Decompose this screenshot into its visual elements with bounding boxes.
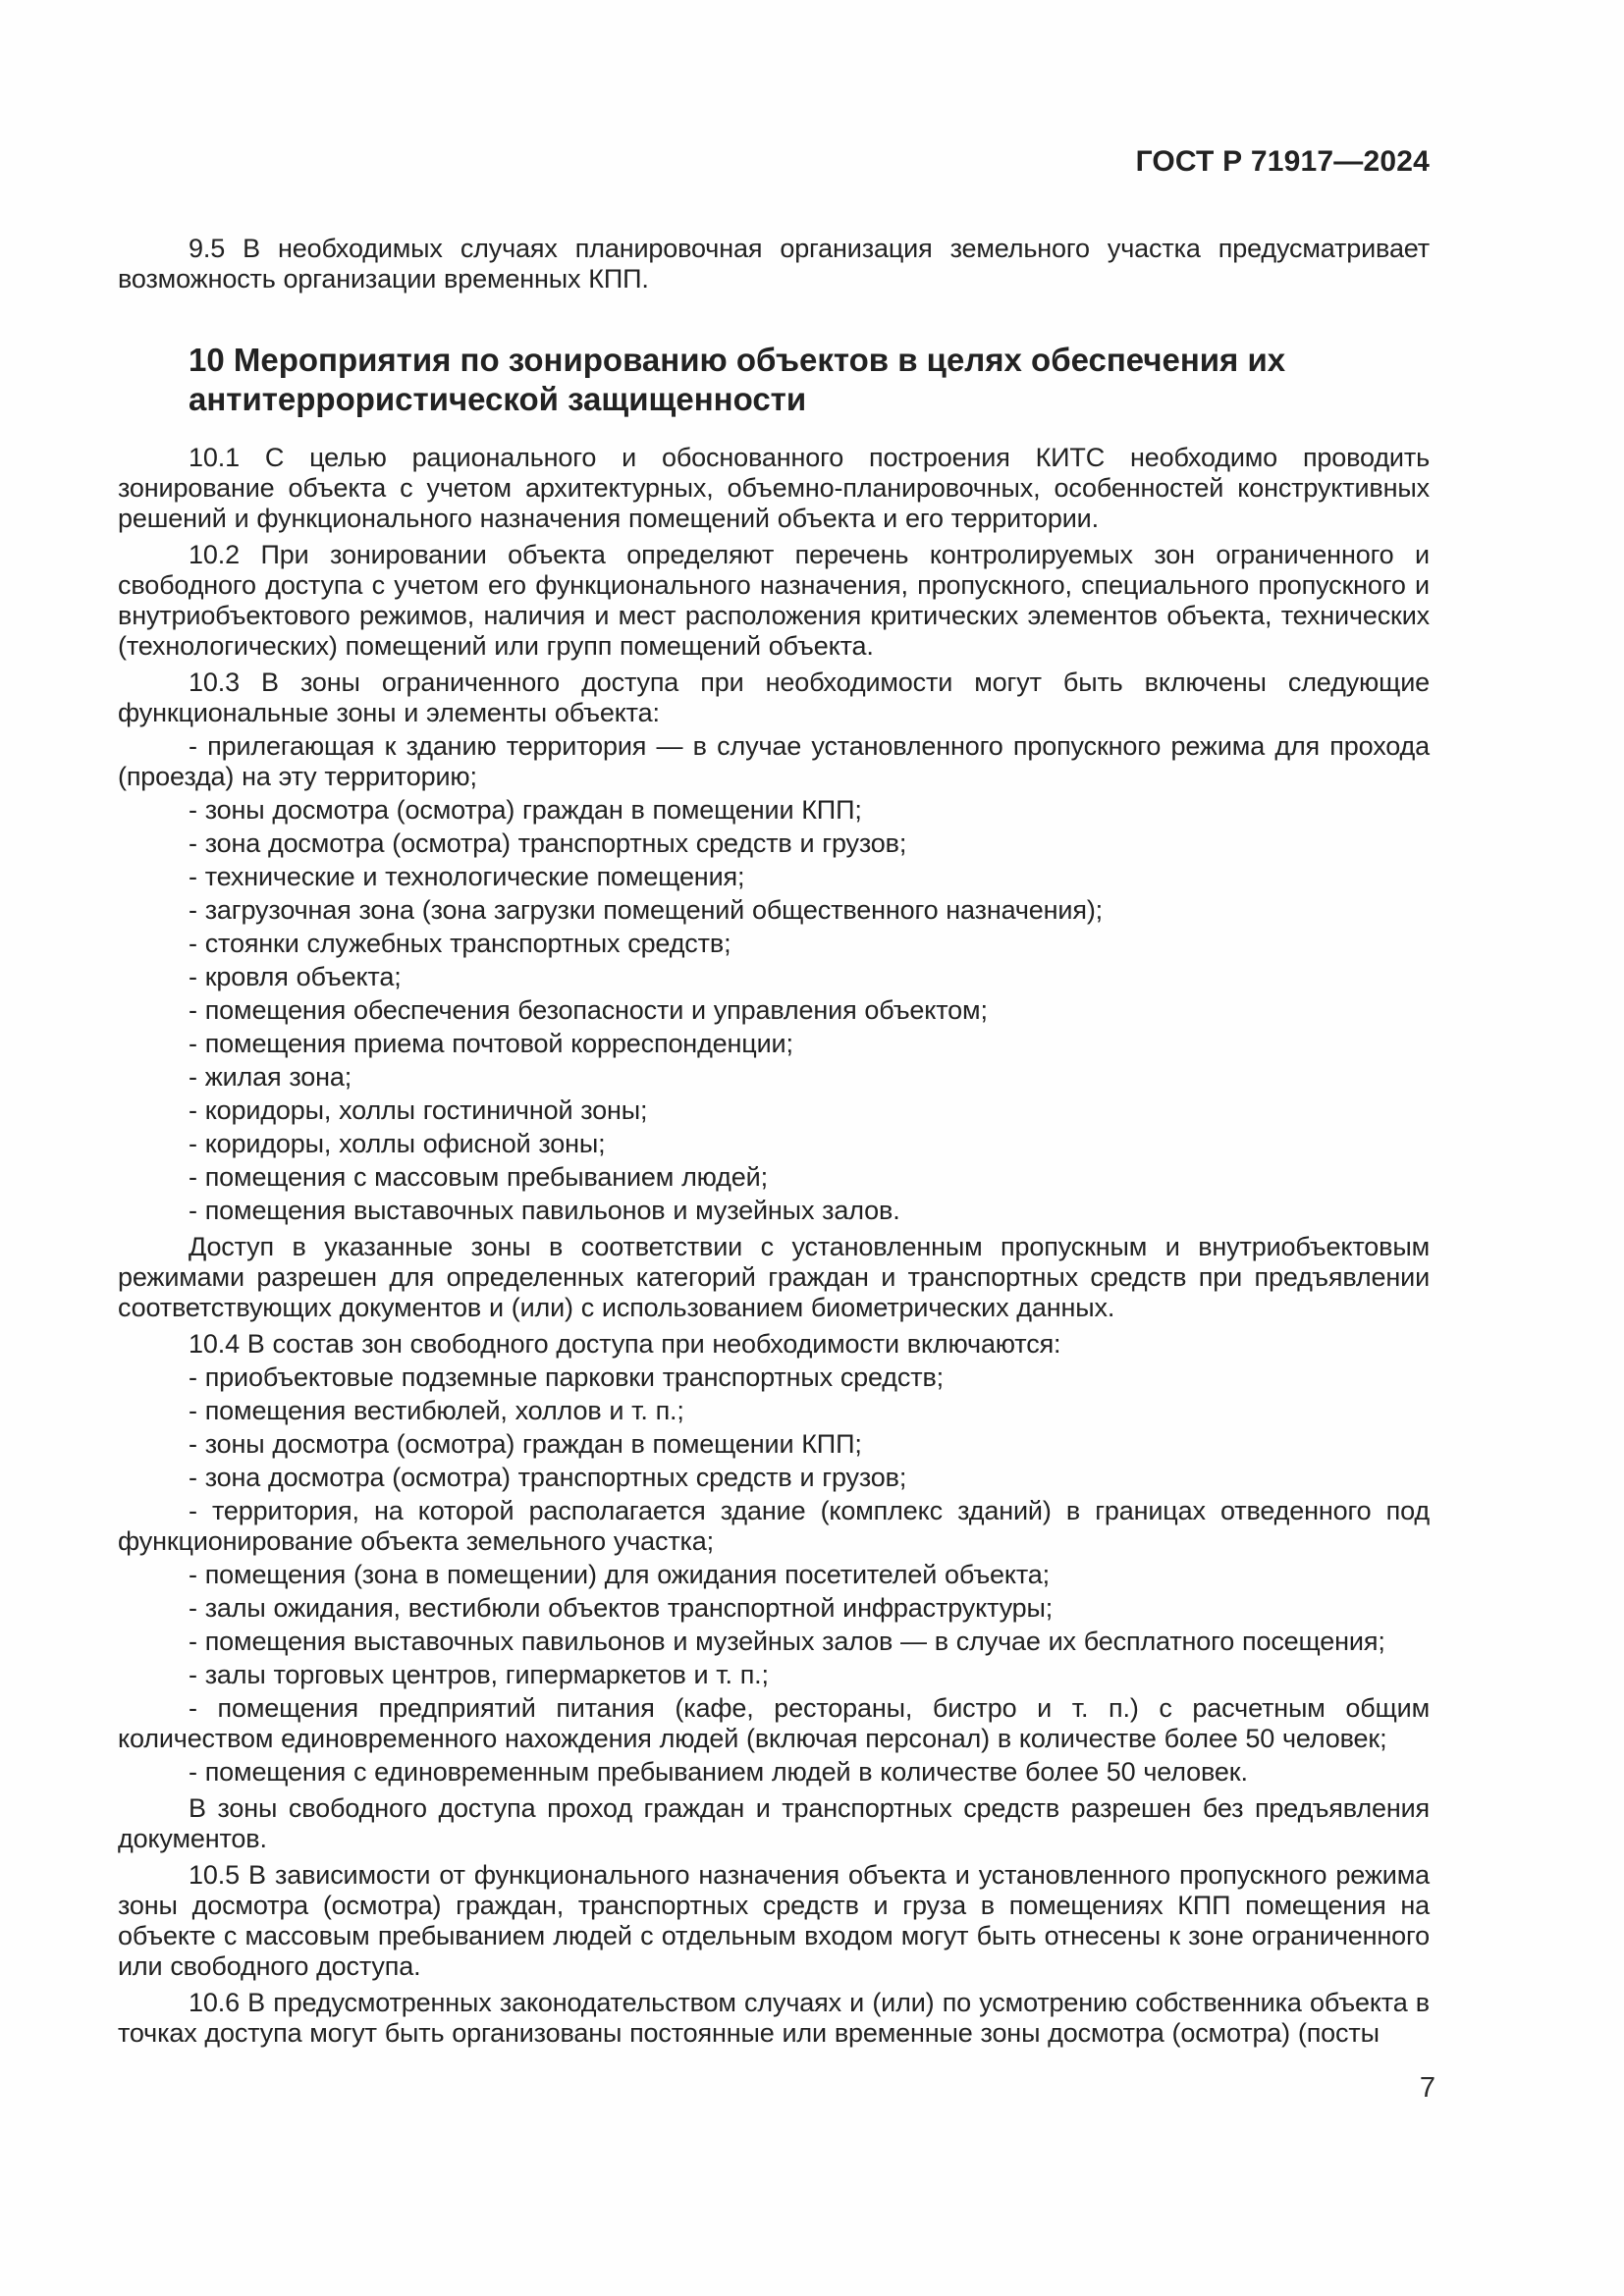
list-item: - прилегающая к зданию территория — в случае установленного пропускного режима для прохода (проезда) на эту территорию; — [118, 731, 1430, 791]
list-item: - коридоры, холлы офисной зоны; — [189, 1129, 606, 1158]
list-item: - кровля объекта; — [189, 962, 402, 991]
standard-number: ГОСТ Р 71917—2024 — [1135, 145, 1430, 178]
list-item: - помещения предприятий питания (кафе, рестораны, бистро и т. п.) с расчетным общим количеством единовременного нахождения людей (включая персонал) в количестве более 50 человек; — [118, 1693, 1430, 1753]
list-item: - залы торговых центров, гипермаркетов и т. п.; — [189, 1660, 769, 1689]
section-10-heading: 10 Мероприятия по зонированию объектов в целях обеспечения их антитеррористической защищенности — [189, 342, 1286, 417]
clause-10-4-note: В зоны свободного доступа проход граждан и транспортных средств разрешен без предъявления документов. — [118, 1793, 1430, 1853]
list-item: - зона досмотра (осмотра) транспортных средств и грузов; — [189, 1463, 907, 1492]
list-item: - помещения приема почтовой корреспонденции; — [189, 1029, 793, 1058]
list-item: - жилая зона; — [189, 1062, 352, 1092]
list-item: - помещения (зона в помещении) для ожидания посетителей объекта; — [189, 1560, 1051, 1589]
list-item: - загрузочная зона (зона загрузки помещений общественного назначения); — [189, 895, 1104, 925]
list-item: - помещения вестибюлей, холлов и т. п.; — [189, 1396, 684, 1425]
list-item: - залы ожидания, вестибюли объектов транспортной инфраструктуры; — [189, 1593, 1054, 1623]
list-item: - помещения с массовым пребыванием людей; — [189, 1162, 768, 1192]
list-item: - технические и технологические помещения; — [189, 862, 745, 891]
list-item: - помещения выставочных павильонов и музейных залов. — [189, 1196, 900, 1225]
clause-10-6: 10.6 В предусмотренных законодательством случаях и (или) по усмотрению собственника объекта в точках доступа могут быть организованы постоянные или временные зоны досмотра (осмотра) (посты — [118, 1988, 1430, 2048]
clause-10-2: 10.2 При зонировании объекта определяют перечень контролируемых зон ограниченного и свободного доступа с учетом его функционального назначения, пропускного, специального пропускного и внутриобъектового режимов, наличия и мест расположения критических элементов объекта, технических (технологических) помещений или групп помещений объекта. — [118, 540, 1430, 661]
clause-10-3-access-note: Доступ в указанные зоны в соответствии с установленным пропускным и внутриобъектовым режимами разрешен для определенных категорий граждан и транспортных средств при предъявлении соответствующих документов и (или) с использованием биометрических данных. — [118, 1232, 1430, 1322]
list-item: - помещения с единовременным пребыванием людей в количестве более 50 человек. — [189, 1757, 1248, 1787]
free-zones-list — [118, 1362, 1430, 1788]
list-item: - приобъектовые подземные парковки транспортных средств; — [189, 1362, 945, 1392]
list-item: - помещения выставочных павильонов и музейных залов — в случае их бесплатного посещения; — [189, 1627, 1385, 1656]
clause-10-5: 10.5 В зависимости от функционального назначения объекта и установленного пропускного режима зоны досмотра (осмотра) граждан, транспортных средств и груза в помещениях КПП помещения на объекте с массовым пребыванием людей с отдельным входом могут быть отнесены к зоне ограниченного или свободного доступа. — [118, 1860, 1430, 1981]
clause-10-1: 10.1 С целью рационального и обоснованного построения КИТС необходимо проводить зонирование объекта с учетом архитектурных, объемно-планировочных, особенностей конструктивных решений и функционального назначения помещений объекта и его территории. — [118, 443, 1430, 533]
list-item: - стоянки служебных транспортных средств; — [189, 929, 731, 958]
restricted-zones-list — [118, 731, 1430, 1226]
clause-9-5: 9.5 В необходимых случаях планировочная организация земельного участка предусматривает возможность организации временных КПП. — [118, 234, 1430, 294]
list-item: - зоны досмотра (осмотра) граждан в помещении КПП; — [189, 1429, 862, 1459]
list-item: - зона досмотра (осмотра) транспортных средств и грузов; — [189, 828, 907, 858]
page-number: 7 — [1419, 2072, 1435, 2104]
list-item: - зоны досмотра (осмотра) граждан в помещении КПП; — [189, 795, 862, 825]
page-content — [118, 234, 1430, 2049]
clause-10-4: 10.4 В состав зон свободного доступа при необходимости включаются: — [189, 1329, 1061, 1359]
list-item: - территория, на которой располагается здание (комплекс зданий) в границах отведенного под функционирование объекта земельного участка; — [118, 1496, 1430, 1556]
clause-10-3: 10.3 В зоны ограниченного доступа при необходимости могут быть включены следующие функциональные зоны и элементы объекта: — [118, 667, 1430, 727]
list-item: - помещения обеспечения безопасности и управления объектом; — [189, 995, 988, 1025]
list-item: - коридоры, холлы гостиничной зоны; — [189, 1095, 648, 1125]
